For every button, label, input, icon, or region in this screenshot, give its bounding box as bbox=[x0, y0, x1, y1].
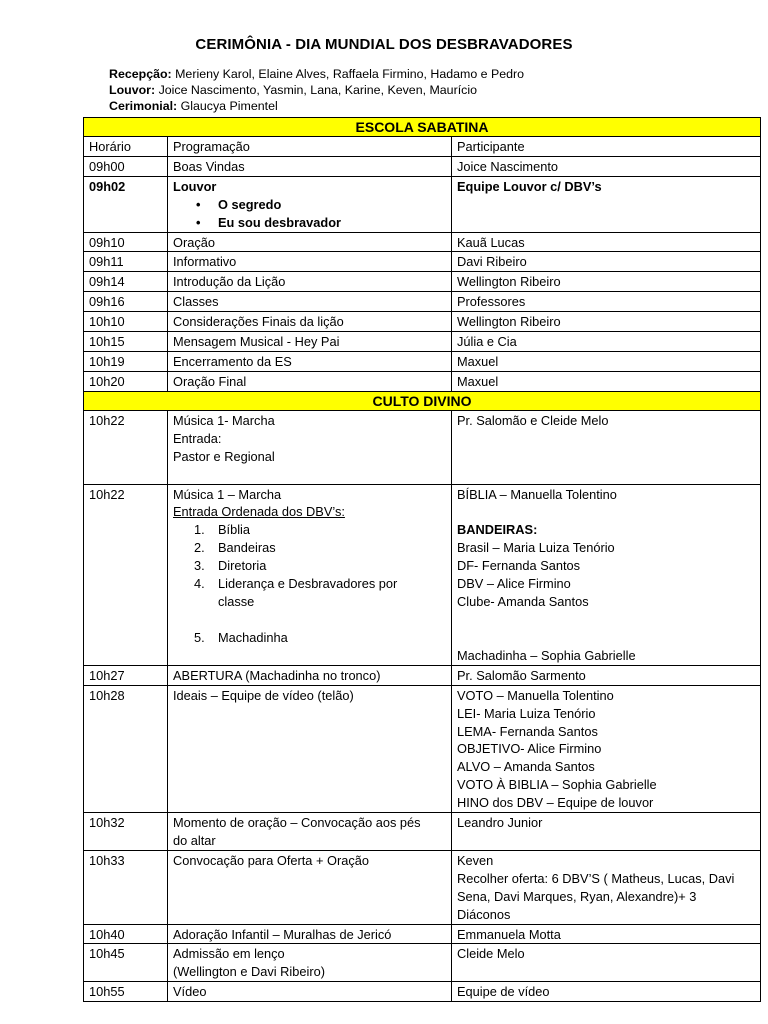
table-cell: 10h20 bbox=[84, 371, 168, 391]
table-cell: Convocação para Oferta + Oração bbox=[168, 850, 452, 924]
table-row bbox=[84, 665, 761, 685]
table-cell: Emmanuela Motta bbox=[452, 924, 761, 944]
table-row bbox=[84, 484, 761, 665]
table-cell: Leandro Junior bbox=[452, 813, 761, 851]
table-cell: Pr. Salomão e Cleide Melo bbox=[452, 410, 761, 484]
table-cell: Wellington Ribeiro bbox=[452, 312, 761, 332]
list-item: 1. Bíblia bbox=[194, 522, 251, 538]
table-cell: Pr. Salomão Sarmento bbox=[452, 665, 761, 685]
list-item: • O segredo bbox=[218, 196, 446, 214]
table-cell: Classes bbox=[168, 292, 452, 312]
table-cell: 09h10 bbox=[84, 232, 168, 252]
table-row bbox=[84, 351, 761, 371]
table-header-row bbox=[84, 137, 761, 157]
table-cell: 09h11 bbox=[84, 252, 168, 272]
table-cell: 10h19 bbox=[84, 351, 168, 371]
table-cell: Admissão em lenço (Wellington e Davi Ribeiro) bbox=[168, 944, 452, 982]
table-cell: Boas Vindas bbox=[168, 156, 452, 176]
table-cell: VOTO – Manuella Tolentino LEI- Maria Luiza Tenório LEMA- Fernanda Santos OBJETIVO- Alice Firmino ALVO – Amanda Santos VOTO À BIBLIA – Sophia Gabrielle HINO dos DBV – Equipe de louvor bbox=[452, 685, 761, 812]
table-cell: Davi Ribeiro bbox=[452, 252, 761, 272]
table-cell: Keven Recolher oferta: 6 DBV’S ( Matheus, Lucas, Davi Sena, Davi Marques, Ryan, Alexandre)+ 3 Diáconos bbox=[452, 850, 761, 924]
table-cell: Professores bbox=[452, 292, 761, 312]
header-program: Programação bbox=[168, 137, 452, 157]
table-row bbox=[84, 312, 761, 332]
table-row bbox=[84, 232, 761, 252]
table-cell: Júlia e Cia bbox=[452, 332, 761, 352]
table-row bbox=[84, 292, 761, 312]
table-cell: Joice Nascimento bbox=[452, 156, 761, 176]
roles-block bbox=[109, 66, 524, 114]
table-cell: Música 1- Marcha Entrada: Pastor e Regional bbox=[168, 410, 452, 484]
table-cell: Vídeo bbox=[168, 982, 452, 1002]
table-cell: Cleide Melo bbox=[452, 944, 761, 982]
list-item: 2. Bandeiras bbox=[194, 540, 276, 556]
role-cerimonial: Cerimonial: Glaucya Pimentel bbox=[109, 99, 278, 113]
table-cell: Mensagem Musical - Hey Pai bbox=[168, 332, 452, 352]
table-cell: Maxuel bbox=[452, 351, 761, 371]
table-cell: Equipe de vídeo bbox=[452, 982, 761, 1002]
table-cell: Adoração Infantil – Muralhas de Jericó bbox=[168, 924, 452, 944]
table-row bbox=[84, 944, 761, 982]
table-cell: Momento de oração – Convocação aos pés do altar bbox=[168, 813, 452, 851]
table-cell: ABERTURA (Machadinha no tronco) bbox=[168, 665, 452, 685]
table-cell: Equipe Louvor c/ DBV’s bbox=[452, 176, 761, 232]
table-cell: 10h15 bbox=[84, 332, 168, 352]
list-item: 5. Machadinha bbox=[194, 629, 288, 645]
table-cell: 10h40 bbox=[84, 924, 168, 944]
entrance-order-list bbox=[173, 521, 446, 646]
table-cell: 09h00 bbox=[84, 156, 168, 176]
table-cell: 10h28 bbox=[84, 685, 168, 812]
table-cell: Encerramento da ES bbox=[168, 351, 452, 371]
section-culto-divino bbox=[84, 391, 761, 410]
table-cell: Kauã Lucas bbox=[452, 232, 761, 252]
table-row bbox=[84, 272, 761, 292]
table-cell: Louvor • O segredo • Eu sou desbravador bbox=[168, 176, 452, 232]
table-cell: Música 1 – Marcha Entrada Ordenada dos DBV’s: 1. Bíblia 2. Bandeiras 3. Diretoria 4. Liderança e Desbravadores por classe 5. Machadinha bbox=[168, 484, 452, 665]
table-cell: 10h22 bbox=[84, 484, 168, 665]
table-cell: 10h27 bbox=[84, 665, 168, 685]
table-row bbox=[84, 176, 761, 232]
table-row bbox=[84, 252, 761, 272]
table-cell: Oração Final bbox=[168, 371, 452, 391]
table-cell: 09h16 bbox=[84, 292, 168, 312]
table-cell: 10h10 bbox=[84, 312, 168, 332]
header-participant: Participante bbox=[452, 137, 761, 157]
program-table bbox=[83, 117, 761, 1002]
role-louvor: Louvor: Joice Nascimento, Yasmin, Lana, Karine, Keven, Maurício bbox=[109, 83, 477, 97]
table-cell: 10h22 bbox=[84, 410, 168, 484]
list-item: • Eu sou desbravador bbox=[218, 214, 446, 232]
table-cell: ESCOLA SABATINA bbox=[84, 118, 761, 137]
table-row bbox=[84, 685, 761, 812]
table-row bbox=[84, 332, 761, 352]
table-cell: BÍBLIA – Manuella Tolentino BANDEIRAS: Brasil – Maria Luiza Tenório DF- Fernanda Santos DBV – Alice Firmino Clube- Amanda Santos Machadinha – Sophia Gabrielle bbox=[452, 484, 761, 665]
header-time: Horário bbox=[84, 137, 168, 157]
table-row bbox=[84, 371, 761, 391]
table-cell: 10h32 bbox=[84, 813, 168, 851]
table-row bbox=[84, 982, 761, 1002]
list-item: 3. Diretoria bbox=[194, 558, 267, 574]
song-list bbox=[173, 196, 446, 232]
list-item: 4. Liderança e Desbravadores por classe bbox=[194, 576, 398, 609]
table-cell: 10h55 bbox=[84, 982, 168, 1002]
page-title: CERIMÔNIA - DIA MUNDIAL DOS DESBRAVADORES bbox=[195, 36, 573, 53]
table-cell: Maxuel bbox=[452, 371, 761, 391]
table-cell: 09h14 bbox=[84, 272, 168, 292]
table-row bbox=[84, 850, 761, 924]
table-cell: Introdução da Lição bbox=[168, 272, 452, 292]
section-escola-sabatina bbox=[84, 118, 761, 137]
table-cell: Considerações Finais da lição bbox=[168, 312, 452, 332]
table-cell: Ideais – Equipe de vídeo (telão) bbox=[168, 685, 452, 812]
table-cell: Informativo bbox=[168, 252, 452, 272]
table-cell: CULTO DIVINO bbox=[84, 391, 761, 410]
table-cell: 10h33 bbox=[84, 850, 168, 924]
table-cell: 10h45 bbox=[84, 944, 168, 982]
table-row bbox=[84, 410, 761, 484]
table-row bbox=[84, 924, 761, 944]
role-recepcao: Recepção: Merieny Karol, Elaine Alves, Raffaela Firmino, Hadamo e Pedro bbox=[109, 67, 525, 81]
table-cell: Wellington Ribeiro bbox=[452, 272, 761, 292]
table-cell: Oração bbox=[168, 232, 452, 252]
table-row bbox=[84, 156, 761, 176]
table-row bbox=[84, 813, 761, 851]
table-cell: 09h02 bbox=[84, 176, 168, 232]
